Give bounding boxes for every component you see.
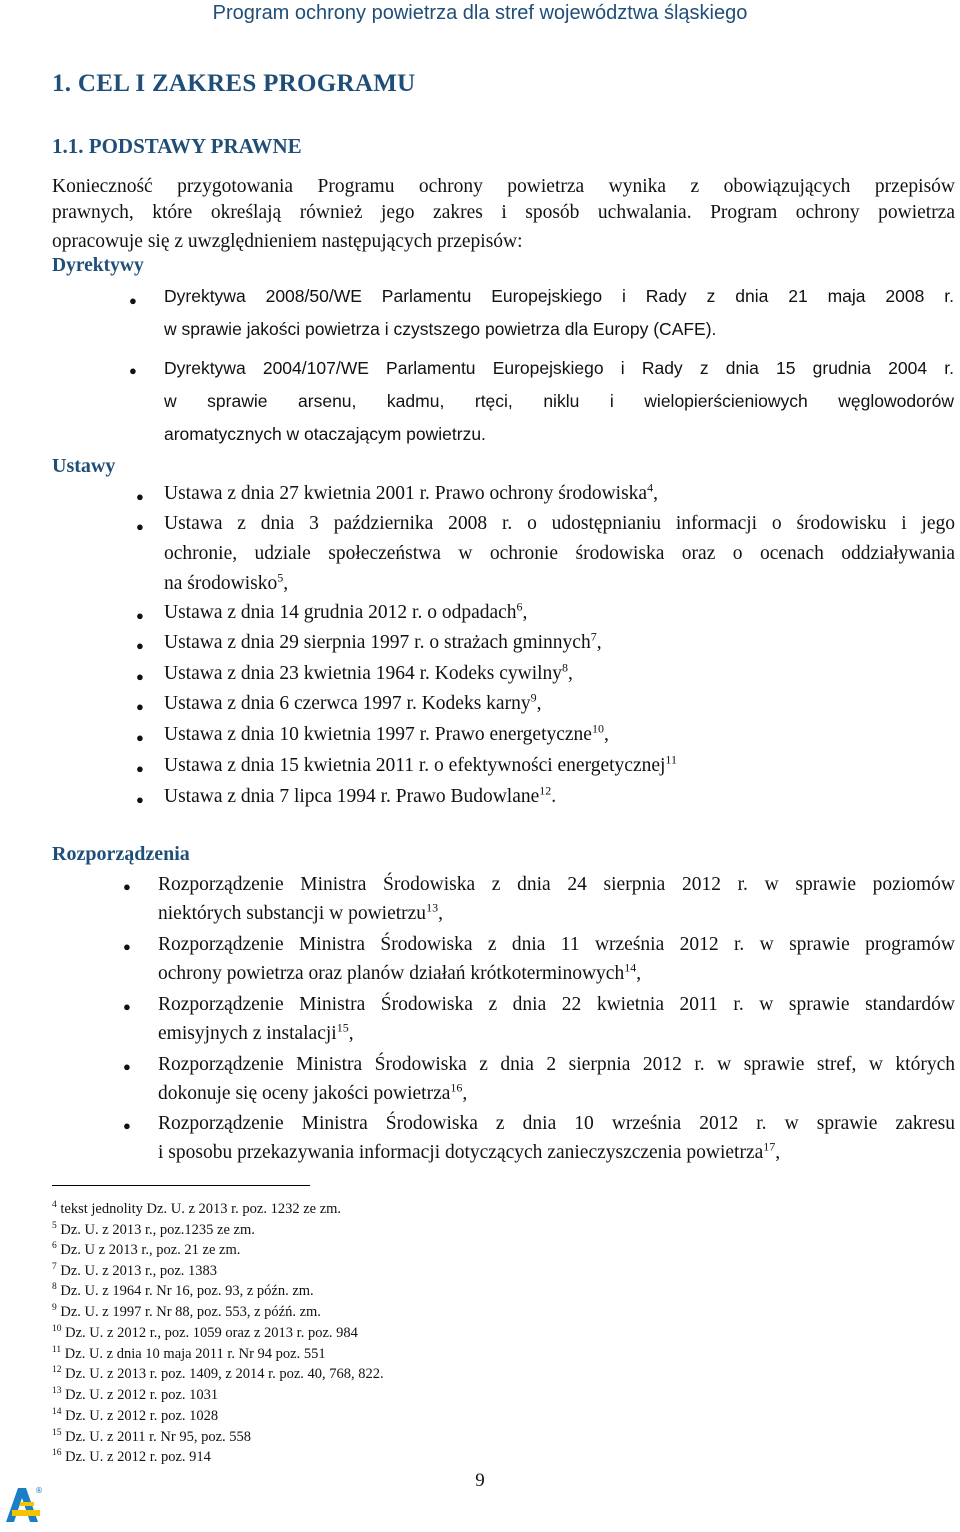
act-8-text: Ustawa z dnia 15 kwietnia 2011 r. o efektywności energetycznej$^{11}$ <box>164 752 677 776</box>
logo-registered-mark: ® <box>35 1486 43 1495</box>
footnote-16: $^{16}$ Dz. U. z 2012 r. poz. 914 <box>52 1448 211 1465</box>
acts-heading: Ustawy <box>52 455 116 477</box>
regulation-1-line-1: Rozporządzenie Ministra Środowiska z dnia 24 sierpnia 2012 r. w sprawie poziomów <box>158 874 955 895</box>
regulation-2-line-1: Rozporządzenie Ministra Środowiska z dnia 11 września 2012 r. w sprawie programów <box>158 934 955 955</box>
bullet-icon: ● <box>136 730 144 745</box>
bullet-icon: ● <box>136 519 144 534</box>
bullet-icon: ● <box>123 879 131 894</box>
bullet-icon: ● <box>123 999 131 1014</box>
footnote-14: $^{14}$ Dz. U. z 2012 r. poz. 1028 <box>52 1407 219 1424</box>
act-4-text: Ustawa z dnia 29 sierpnia 1997 r. o strażach gminnych$^7$, <box>164 629 602 653</box>
footnote-15: $^{15}$ Dz. U. z 2011 r. Nr 95, poz. 558 <box>52 1428 252 1445</box>
directive-2-line-1: Dyrektywa 2004/107/WE Parlamentu Europejskiego i Rady z dnia 15 grudnia 2004 r. <box>164 358 954 378</box>
footnote-8: $^8$ Dz. U. z 1964 r. Nr 16, poz. 93, z późn. zm. <box>52 1282 314 1299</box>
act-9-text: Ustawa z dnia 7 lipca 1994 r. Prawo Budowlane$^{12}$. <box>164 783 557 807</box>
footnote-separator <box>52 1185 310 1186</box>
act-2-line-1: Ustawa z dnia 3 października 2008 r. o udostępnianiu informacji o środowisku i jego <box>164 513 955 534</box>
logo-icon <box>4 1484 44 1524</box>
chapter-heading: 1. CEL I ZAKRES PROGRAMU <box>52 70 416 97</box>
directive-2-line-2: w sprawie arsenu, kadmu, rtęci, niklu i wielopierścieniowych węglowodorów <box>164 391 954 411</box>
footnote-5: $^5$ Dz. U. z 2013 r., poz.1235 ze zm. <box>52 1221 255 1238</box>
act-6-text: Ustawa z dnia 6 czerwca 1997 r. Kodeks karny$^9$, <box>164 690 542 714</box>
regulation-4-line-1: Rozporządzenie Ministra Środowiska z dnia 2 sierpnia 2012 r. w sprawie stref, w których <box>158 1054 955 1075</box>
regulation-4-line-2: dokonuje się oceny jakości powietrza$^{16}$, <box>158 1080 468 1104</box>
bullet-icon: ● <box>136 699 144 714</box>
footnote-4: $^4$ tekst jednolity Dz. U. z 2013 r. poz. 1232 ze zm. <box>52 1200 342 1217</box>
directive-1-line-1: Dyrektywa 2008/50/WE Parlamentu Europejskiego i Rady z dnia 21 maja 2008 r. <box>164 286 954 306</box>
bullet-icon: ● <box>136 669 144 684</box>
bullet-icon: ● <box>129 293 137 308</box>
regulation-3-line-2: emisyjnych z instalacji$^{15}$, <box>158 1020 354 1044</box>
bullet-icon: ● <box>136 608 144 623</box>
footnote-13: $^{13}$ Dz. U. z 2012 r. poz. 1031 <box>52 1386 219 1403</box>
act-1-text: Ustawa z dnia 27 kwietnia 2001 r. Prawo ochrony środowiska$^4$, <box>164 480 658 504</box>
regulation-3-line-1: Rozporządzenie Ministra Środowiska z dnia 22 kwietnia 2011 r. w sprawie standardów <box>158 994 955 1015</box>
company-logo <box>4 1484 44 1524</box>
act-5-text: Ustawa z dnia 23 kwietnia 1964 r. Kodeks cywilny$^8$, <box>164 660 573 684</box>
directives-heading: Dyrektywy <box>52 255 144 276</box>
intro-line-1: Konieczność przygotowania Programu ochrony powietrza wynika z obowiązujących przepisów <box>52 176 955 197</box>
act-7-text: Ustawa z dnia 10 kwietnia 1997 r. Prawo energetyczne$^{10}$, <box>164 721 609 745</box>
intro-line-2: prawnych, które określają również jego zakres i sposób uchwalania. Program ochrony powietrza <box>52 202 955 223</box>
bullet-icon: ● <box>136 761 144 776</box>
bullet-icon: ● <box>136 638 144 653</box>
regulation-5-line-1: Rozporządzenie Ministra Środowiska z dnia 10 września 2012 r. w sprawie zakresu <box>158 1113 955 1134</box>
running-header: Program ochrony powietrza dla stref województwa śląskiego <box>212 2 748 24</box>
bullet-icon: ● <box>123 1059 131 1074</box>
bullet-icon: ● <box>136 792 144 807</box>
footnote-6: $^6$ Dz. U z 2013 r., poz. 21 ze zm. <box>52 1241 241 1258</box>
regulation-5-line-2: i sposobu przekazywania informacji dotyczących zanieczyszczenia powietrza$^{17}$, <box>158 1139 781 1163</box>
footnote-10: $^{10}$ Dz. U. z 2012 r., poz. 1059 oraz z 2013 r. poz. 984 <box>52 1324 358 1341</box>
regulation-2-line-2: ochrony powietrza oraz planów działań krótkoterminowych$^{14}$, <box>158 960 642 984</box>
regulations-heading: Rozporządzenia <box>52 843 190 865</box>
bullet-icon: ● <box>136 489 144 504</box>
footnote-12: $^{12}$ Dz. U. z 2013 r. poz. 1409, z 2014 r. poz. 40, 768, 822. <box>52 1365 384 1382</box>
intro-line-3: opracowuje się z uwzględnieniem następujących przepisów: <box>52 231 523 252</box>
act-3-text: Ustawa z dnia 14 grudnia 2012 r. o odpadach$^6$, <box>164 599 528 623</box>
footnote-9: $^9$ Dz. U. z 1997 r. Nr 88, poz. 553, z późń. zm. <box>52 1303 321 1320</box>
act-2-line-3: na środowisko$^5$, <box>164 570 289 594</box>
footnote-7: $^7$ Dz. U. z 2013 r., poz. 1383 <box>52 1262 218 1279</box>
bullet-icon: ● <box>129 363 137 378</box>
regulation-1-line-2: niektórych substancji w powietrzu$^{13}$, <box>158 900 443 924</box>
bullet-icon: ● <box>123 1118 131 1133</box>
bullet-icon: ● <box>123 939 131 954</box>
footnote-11: $^{11}$ Dz. U. z dnia 10 maja 2011 r. Nr 94 poz. 551 <box>52 1345 326 1362</box>
page-number: 9 <box>475 1470 485 1491</box>
section-heading: 1.1. PODSTAWY PRAWNE <box>52 134 302 158</box>
directive-2-line-3: aromatycznych w otaczającym powietrzu. <box>164 424 486 444</box>
act-2-line-2: ochronie, udziale społeczeństwa w ochronie środowiska oraz o ocenach oddziaływania <box>164 543 955 564</box>
directive-1-line-2: w sprawie jakości powietrza i czystszego powietrza dla Europy (CAFE). <box>164 319 717 339</box>
